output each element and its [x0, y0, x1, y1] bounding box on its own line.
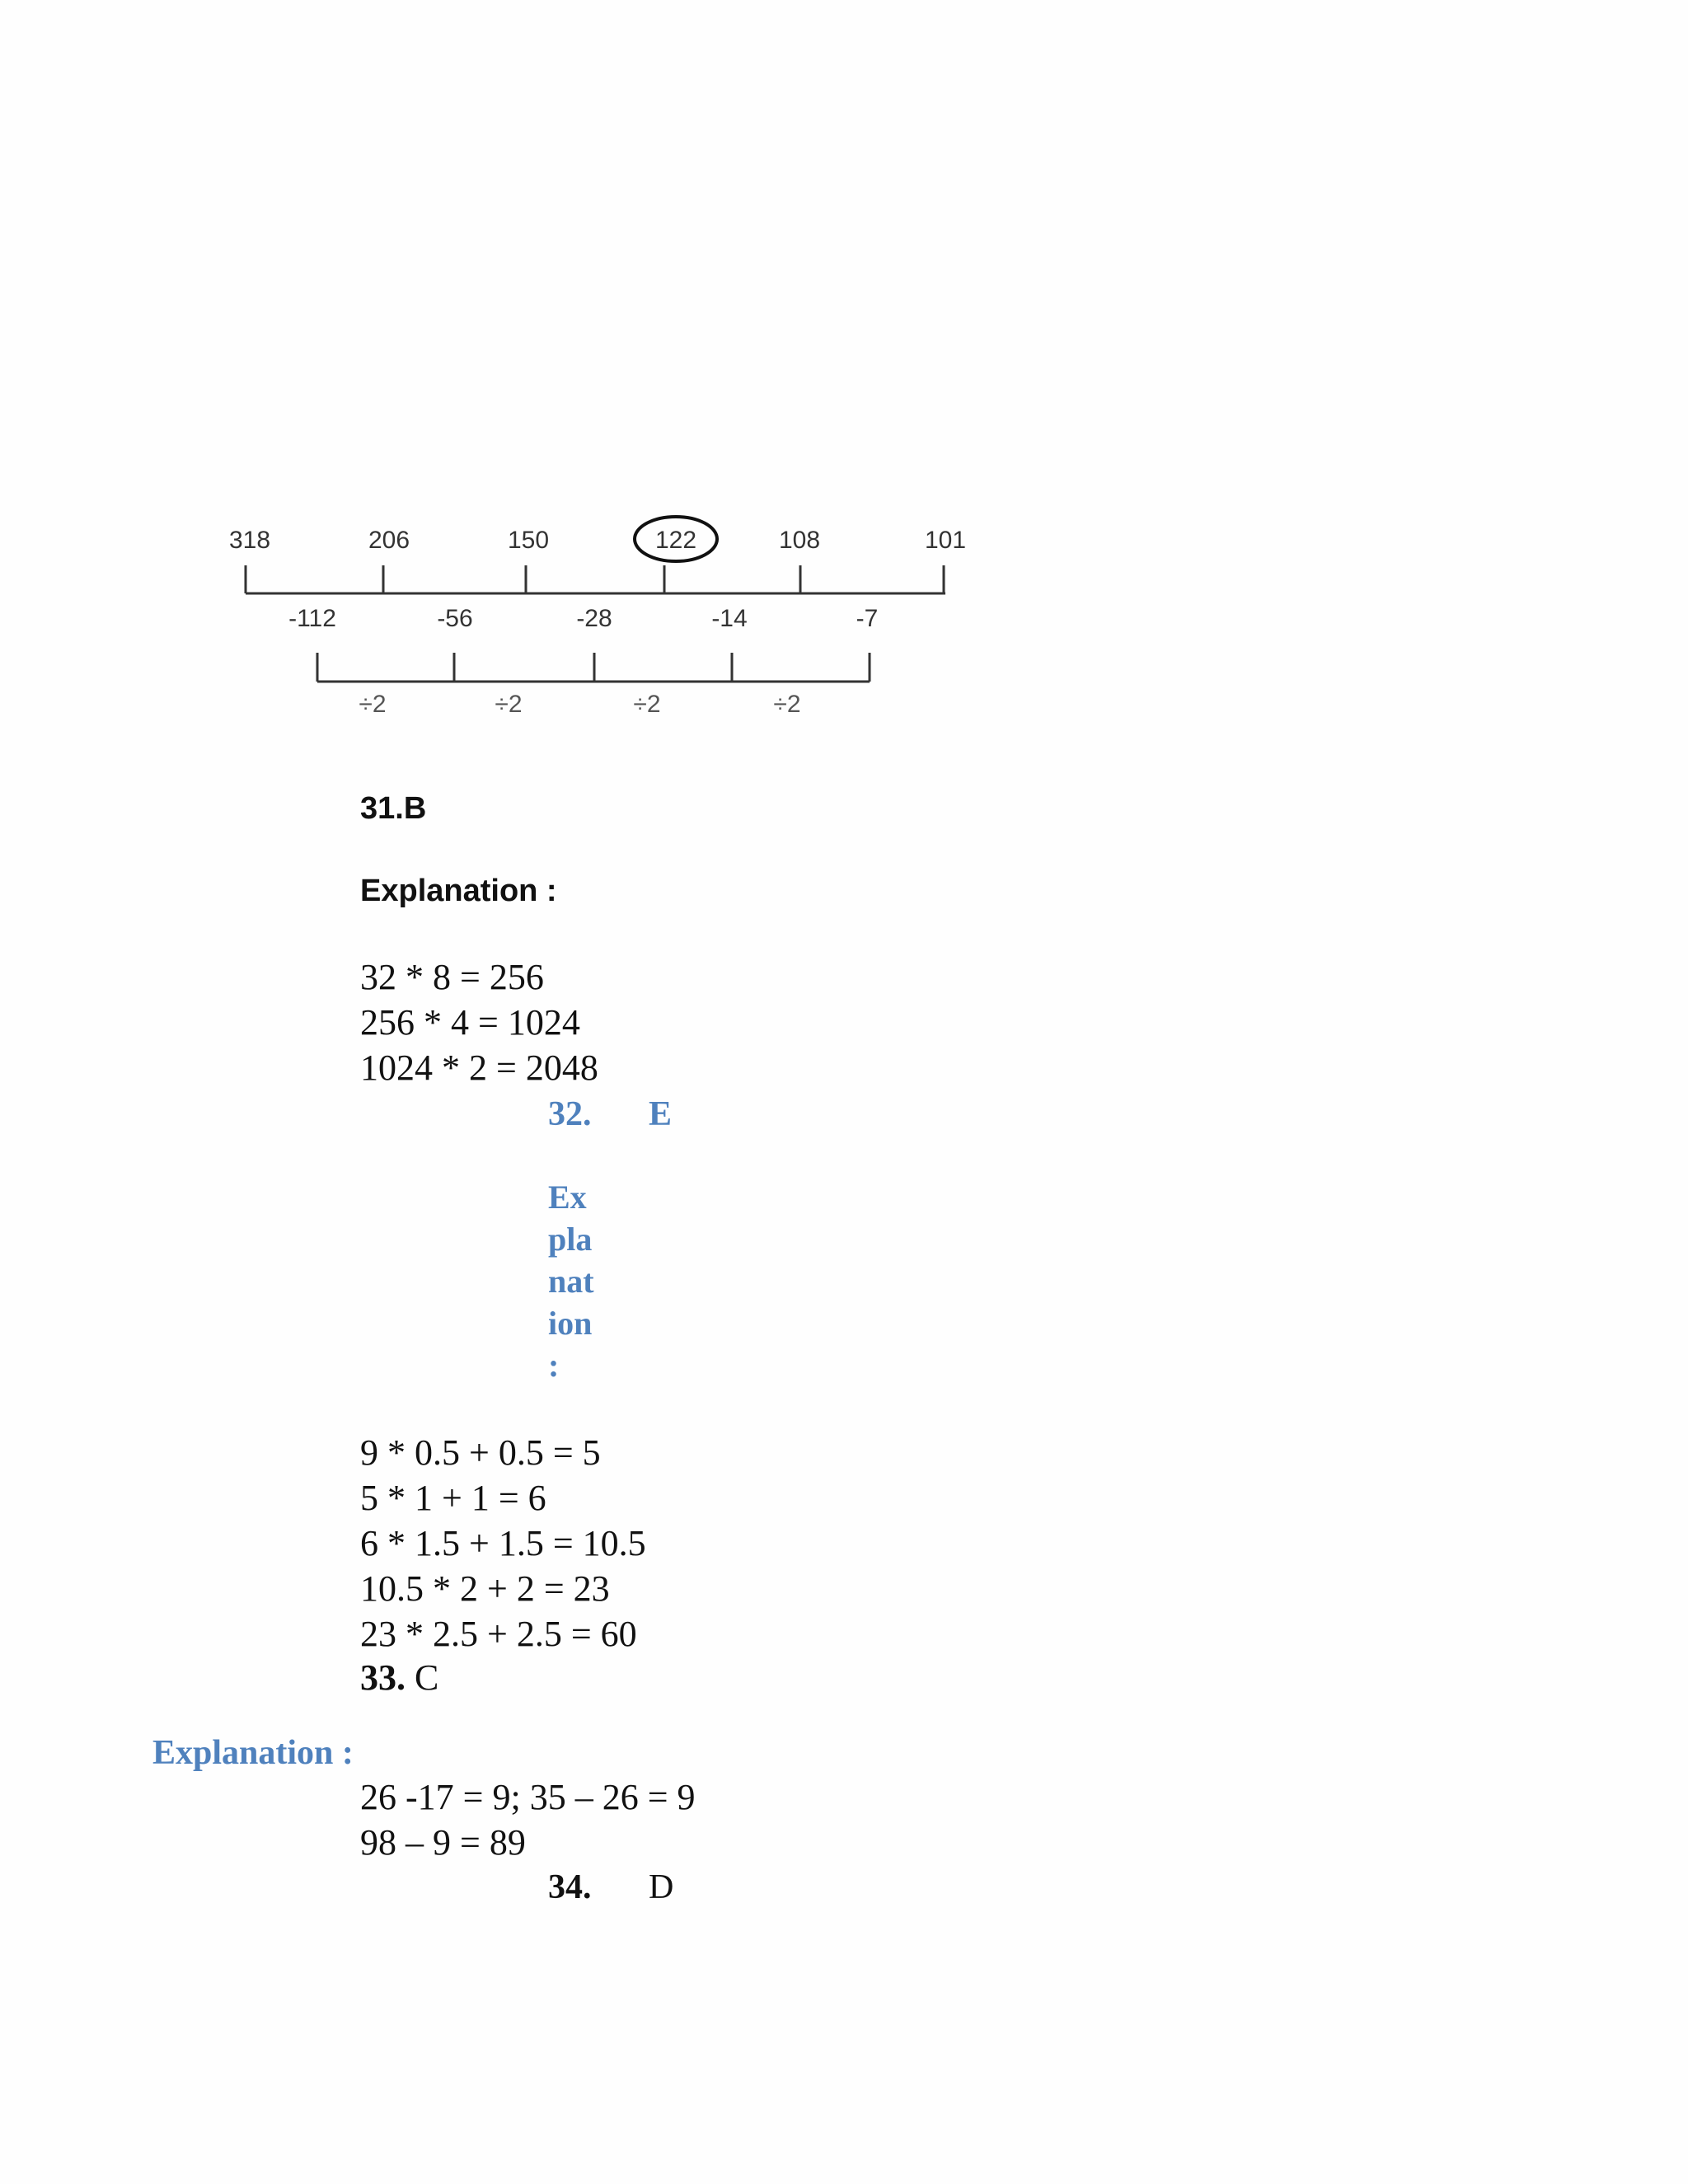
- top-value: 108: [778, 527, 821, 554]
- series-difference-diagram: [210, 511, 1018, 725]
- question-32-number: 32.: [548, 1095, 592, 1133]
- calculation-line: 32 * 8 = 256: [360, 957, 544, 997]
- explanation-33-label: Explanation :: [152, 1734, 354, 1772]
- difference-value: -14: [711, 605, 748, 632]
- difference-value: -7: [856, 605, 879, 632]
- ratio-value: ÷2: [633, 691, 661, 718]
- calculation-line: 6 * 1.5 + 1.5 = 10.5: [360, 1523, 646, 1563]
- question-34-answer: D: [649, 1868, 674, 1906]
- answer-31: 31.B: [360, 791, 427, 826]
- diagram-svg: [210, 511, 1018, 725]
- top-value: 318: [228, 527, 271, 554]
- question-33-heading: [360, 1655, 438, 1700]
- difference-value: -28: [576, 605, 612, 632]
- ratio-value: ÷2: [495, 691, 523, 718]
- calculation-line: 256 * 4 = 1024: [360, 1002, 580, 1043]
- question-32-heading: [548, 1092, 672, 1137]
- top-bracket: [246, 565, 945, 593]
- top-value-circled: 122: [654, 527, 697, 554]
- bottom-bracket: [317, 653, 870, 682]
- question-32-answer: E: [649, 1095, 673, 1133]
- calculation-line: 10.5 * 2 + 2 = 23: [360, 1568, 610, 1609]
- calculation-line: 98 – 9 = 89: [360, 1822, 526, 1863]
- difference-value: -112: [288, 605, 336, 632]
- explanation-32-label: Explanation :: [548, 1179, 594, 1384]
- question-34-number: 34.: [548, 1868, 592, 1906]
- question-33-answer: C: [415, 1657, 439, 1698]
- calculation-line: 23 * 2.5 + 2.5 = 60: [360, 1614, 637, 1654]
- calculation-line: 9 * 0.5 + 0.5 = 5: [360, 1432, 601, 1473]
- question-33-number: 33.: [360, 1657, 406, 1698]
- ratio-value: ÷2: [773, 691, 801, 718]
- calculation-32: [360, 1430, 646, 1657]
- top-value: 206: [368, 527, 410, 554]
- difference-value: -56: [437, 605, 473, 632]
- calculation-line: 26 -17 = 9; 35 – 26 = 9: [360, 1777, 696, 1817]
- calculation-33: [360, 1774, 696, 1865]
- ratio-value: ÷2: [359, 691, 387, 718]
- calculation-31: [360, 954, 598, 1090]
- calculation-line: 5 * 1 + 1 = 6: [360, 1478, 546, 1518]
- top-value: 150: [507, 527, 550, 554]
- calculation-line: 1024 * 2 = 2048: [360, 1047, 598, 1088]
- top-value: 101: [924, 527, 967, 554]
- explanation-31-label: Explanation :: [360, 874, 557, 908]
- question-34-heading: [548, 1865, 673, 1910]
